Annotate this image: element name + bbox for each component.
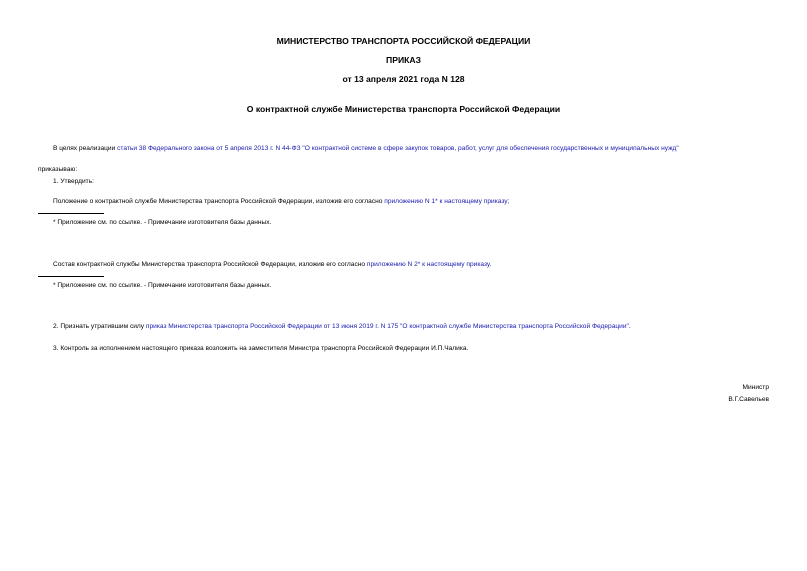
item2: [53, 323, 631, 330]
signature-position: Министр: [742, 384, 769, 391]
footnote-divider: [38, 213, 104, 214]
preamble-line: [53, 145, 679, 152]
document-type: ПРИКАЗ: [386, 55, 421, 65]
footnote-divider: [38, 276, 104, 277]
item1-label: 1. Утвердить:: [53, 178, 94, 185]
signature-name: В.Г.Савельев: [728, 396, 769, 403]
item2-text: 2. Признать утратившим силу: [53, 323, 146, 330]
item3: 3. Контроль за исполнением настоящего приказа возложить на заместителя Министра транспорта Российской Федерации И.П.Чалика.: [53, 345, 469, 352]
footnote2: * Приложение см. по ссылке. - Примечание изготовителя базы данных.: [53, 282, 272, 289]
date-number: от 13 апреля 2021 года N 128: [342, 74, 465, 84]
order-word: приказываю:: [38, 166, 78, 173]
appendix2-link[interactable]: приложению N 2* к настоящему приказу.: [366, 261, 492, 268]
item1-para2: [53, 261, 491, 268]
law-article-link[interactable]: статьи 38 Федерального закона от 5 апреля 2013 г. N 44-ФЗ "О контрактной системе в сфере закупок товаров, работ, услуг для обеспечения государственных и муниципальных нужд": [117, 145, 679, 152]
appendix1-link[interactable]: приложению N 1* к настоящему приказу;: [384, 198, 510, 205]
document-title: О контрактной службе Министерства транспорта Российской Федерации: [246, 104, 561, 114]
repealed-order-link[interactable]: приказ Министерства транспорта Российской Федерации от 13 июня 2019 г. N 175 "О контрактной службе Министерства транспорта Российской Федерации": [145, 323, 629, 330]
item1-para2-text: Состав контрактной службы Министерства транспорта Российской Федерации, изложив его согласно: [53, 261, 367, 268]
footnote1: * Приложение см. по ссылке. - Примечание изготовителя базы данных.: [53, 219, 272, 226]
ministry-heading: МИНИСТЕРСТВО ТРАНСПОРТА РОССИЙСКОЙ ФЕДЕРАЦИИ: [276, 36, 531, 46]
item1-para1: [53, 198, 509, 205]
item2-end: .: [628, 323, 631, 330]
preamble-text: В целях реализации: [53, 145, 118, 152]
item1-para1-text: Положение о контрактной службе Министерства транспорта Российской Федерации, изложив его согласно: [53, 198, 385, 205]
